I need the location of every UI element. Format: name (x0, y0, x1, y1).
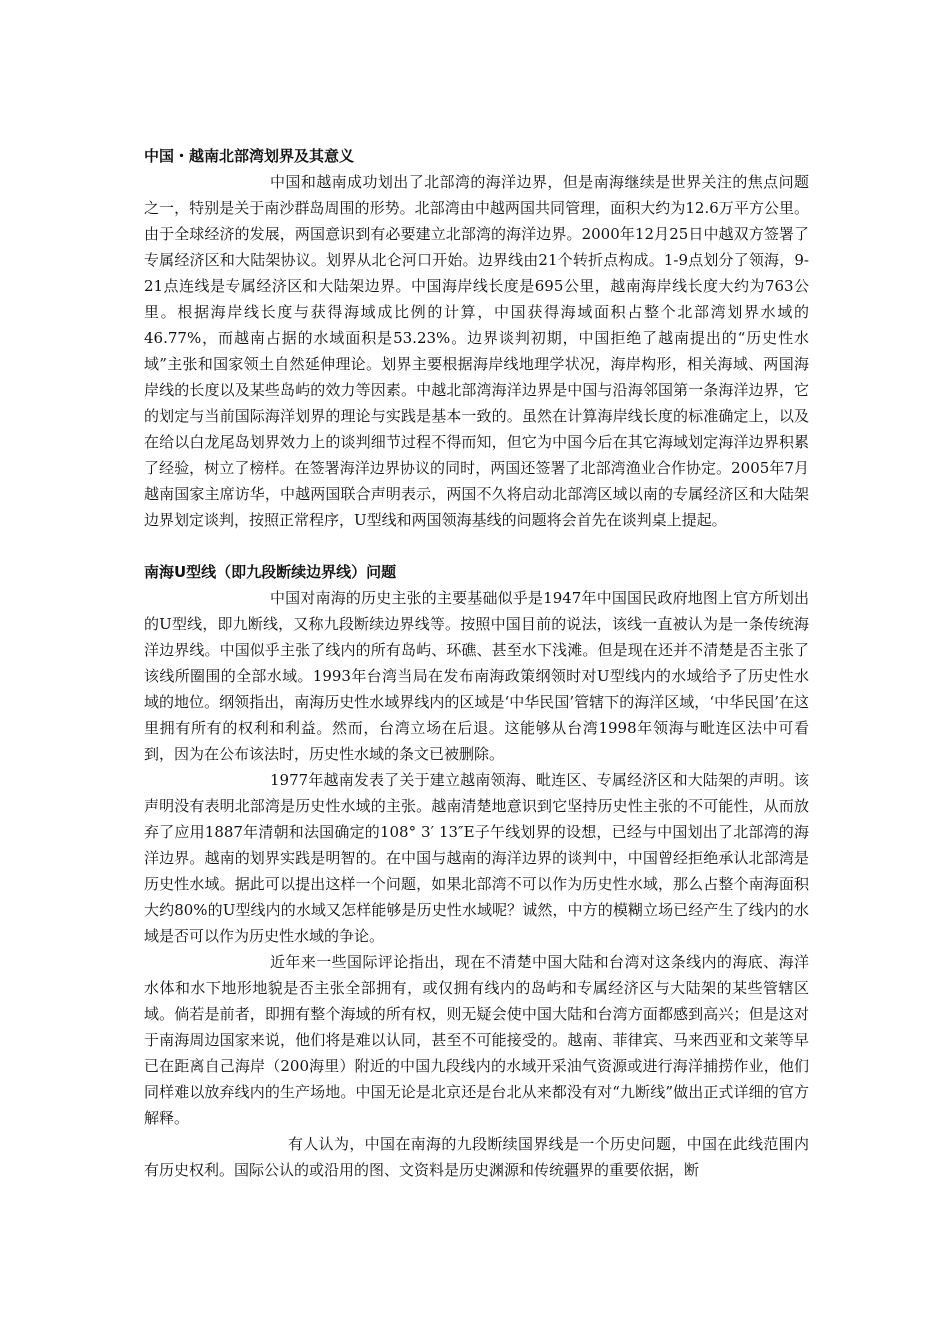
paragraph: 有人认为，中国在南海的九段断续国界线是一个历史问题，中国在此线范围内有历史权利。国际公认的或沿用的图、文资料是历史渊源和传统疆界的重要依据，断 (144, 1135, 809, 1179)
paragraph: 1977年越南发表了关于建立越南领海、毗连区、专属经济区和大陆架的声明。该声明没有表明北部湾是历史性水域的主张。越南清楚地意识到它坚持历史性主张的不可能性，从而放弃了应用1887年清朝和法国确定的108° 3′ 13″E子午线划界的设想，已经与中国划出了北部湾的海洋边界。越南的划界实践是明智的。在中国与越南的海洋边界的谈判中，中国曾经拒绝承认北部湾是历史性水域。据此可以提出这样一个问题，如果北部湾不可以作为历史性水域，那么占整个南海面积大约80%的U型线内的水域又怎样能够是历史性水域呢？诚然，中方的模糊立场已经产生了线内的水域是否可以作为历史性水域的争论。 (144, 771, 809, 945)
paragraph: 中国和越南成功划出了北部湾的海洋边界，但是南海继续是世界关注的焦点问题之一，特别是关于南沙群岛周围的形势。北部湾由中越两国共同管理，面积大约为12.6万平方公里。由于全球经济的发展，两国意识到有必要建立北部湾的海洋边界。2000年12月25日中越双方签署了专属经济区和大陆架协议。划界从北仑河口开始。边界线由21个转折点构成。1-9点划分了领海，9-21点连线是专属经济区和大陆架边界。中国海岸线长度是695公里，越南海岸线长度大约为763公里。根据海岸线长度与获得海域成比例的计算，中国获得海域面积占整个北部湾划界水域的46.77%，而越南占据的水域面积是53.23%。边界谈判初期，中国拒绝了越南提出的“历史性水域”主张和国家领土自然延伸理论。划界主要根据海岸线地理学状况，海岸构形，相关海域、两国海岸线的长度以及某些岛屿的效力等因素。中越北部湾海洋边界是中国与沿海邻国第一条海洋边界，它的划定与当前国际海洋划界的理论与实践是基本一致的。虽然在计算海岸线长度的标准确定上，以及在给以白龙尾岛划界效力上的谈判细节过程不得而知，但它为中国今后在其它海域划定海洋边界积累了经验，树立了榜样。在签署海洋边界协议的同时，两国还签署了北部湾渔业合作协定。2005年7月越南国家主席访华，中越两国联合声明表示，两国不久将启动北部湾区域以南的专属经济区和大陆架边界划定谈判，按照正常程序，U型线和两国领海基线的问题将会首先在谈判桌上提起。 (144, 173, 809, 529)
paragraph: 中国对南海的历史主张的主要基础似乎是1947年中国国民政府地图上官方所划出的U型线，即九断线，又称九段断续边界线等。按照中国目前的说法，该线一直被认为是一条传统海洋边界线。中国似乎主张了线内的所有岛屿、环礁、甚至水下浅滩。但是现在还并不清楚是否主张了该线所圈围的全部水域。1993年台湾当局在发布南海政策纲领时对U型线内的水域给予了历史性水域的地位。纲领指出，南海历史性水域界线内的区域是‘中华民国’管辖下的海洋区域，‘中华民国’在这里拥有所有的权利和利益。然而，台湾立场在后退。这能够从台湾1998年领海与毗连区法中可看到，因为在公布该法时，历史性水域的条文已被删除。 (144, 589, 809, 763)
document-body (144, 143, 809, 1183)
section-title-gulf-of-tonkin: 中国・越南北部湾划界及其意义 (144, 147, 355, 165)
section-gap (144, 533, 809, 559)
paragraph: 近年来一些国际评论指出，现在不清楚中国大陆和台湾对这条线内的海底、海洋水体和水下地形地貌是否主张全部拥有，或仅拥有线内的岛屿和专属经济区与大陆架的某些管辖区域。倘若是前者，即拥有整个海域的所有权，则无疑会使中国大陆和台湾方面都感到高兴；但是这对于南海周边国家来说，他们将是难以认同，甚至不可能接受的。越南、菲律宾、马来西亚和文莱等早已在距离自己海岸（200海里）附近的中国九段线内的水域开采油气资源或进行海洋捕捞作业，他们同样难以放弃线内的生产场地。中国无论是北京还是台北从来都没有对“九断线”做出正式详细的官方解释。 (144, 953, 809, 1127)
section-title-u-shaped-line: 南海U型线（即九段断续边界线）问题 (144, 563, 397, 581)
